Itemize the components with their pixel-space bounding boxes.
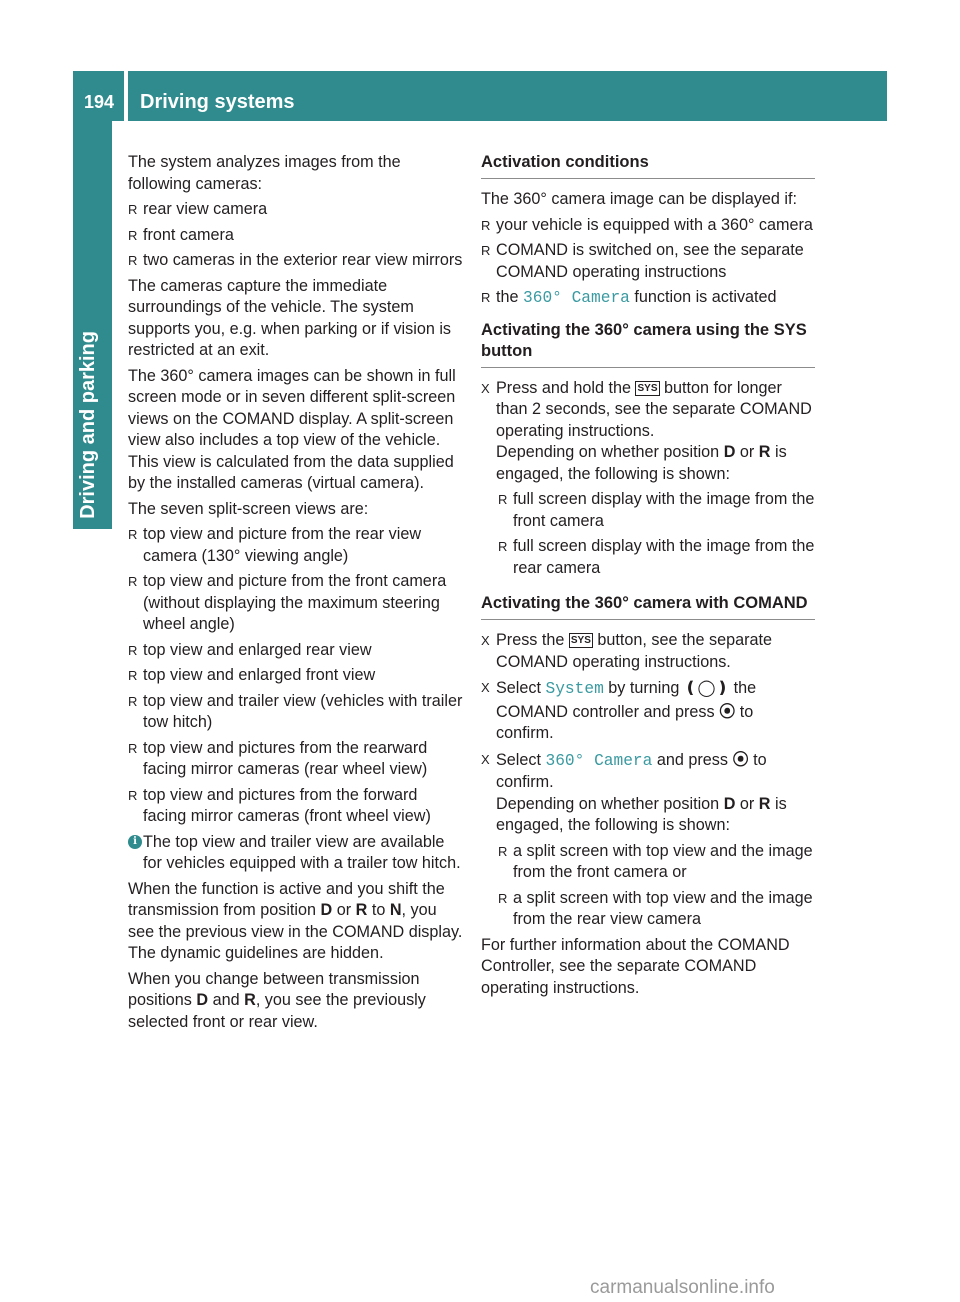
view-item: R top view and trailer view (vehicles with trailer tow hitch) [128,691,463,734]
step-item: X Press the SYS button, see the separate COMAND operating instructions. [481,630,815,673]
sys-button-icon: SYS [637,382,658,394]
sub-item: R a split screen with top view and the image from the rear view camera [498,888,815,931]
step-item: X Select 360° Camera and press ⦿ to confirm. Depending on whether position D or R is engaged, the following is shown: [481,749,815,837]
camera-item: R two cameras in the exterior rear view mirrors [128,250,463,272]
sub-item: R full screen display with the image from the front camera [498,489,815,532]
display-text: 360° Camera [523,289,630,307]
paragraph: When you change between transmission positions D and R, you see the previously selected front or rear view. [128,969,426,1031]
camera-item: R front camera [128,225,463,247]
controller-turn-icon: ❪◯❫ [683,678,730,697]
paragraph: The cameras capture the immediate surroundings of the vehicle. The system supports you, e.g. when parking or if vision is restricted at an exit. [128,276,452,359]
view-item: R top view and pictures from the rearward facing mirror cameras (rear wheel view) [128,738,463,781]
spacer [481,583,815,589]
spacer [481,314,815,316]
left-column [128,152,463,1037]
sub-item: R full screen display with the image from the rear camera [498,536,815,579]
paragraph: The seven split-screen views are: [128,499,369,518]
camera-item: R rear view camera [128,199,463,221]
paragraph: The 360° camera images can be shown in full screen mode or in seven different split-screen views on the COMAND display. A split-screen view also includes a top view of the vehicle. This view is calculated from the data supplied by the installed cameras (virtual camera). [128,366,456,492]
header-divider [124,71,128,121]
controller-press-icon: ⦿ [719,701,736,721]
watermark: carmanualsonline.info [590,1277,775,1298]
paragraph: The 360° camera image can be displayed if: [481,190,798,208]
controller-press-icon: ⦿ [732,749,749,769]
section-title: Driving systems [140,91,295,113]
condition-item: R COMAND is switched on, see the separate COMAND operating instructions [481,240,815,283]
view-item: R top view and enlarged front view [128,665,463,687]
sub-item: R a split screen with top view and the image from the front camera or [498,841,815,884]
intro-paragraph: The system analyzes images from the following cameras: [128,153,401,193]
heading-activation-conditions: Activation conditions [481,152,815,179]
sys-button-icon: SYS [570,635,591,646]
step-item: X Select System by turning ❪◯❫ the COMAND controller and press ⦿ to confirm. [481,677,815,745]
step-item: X Press and hold the SYS button for longer than 2 seconds, see the separate COMAND operating instructions. Depending on whether position D or R is engaged, the following is shown: [481,378,815,486]
side-tab [73,121,112,529]
heading-comand: Activating the 360° camera with COMAND [481,593,815,620]
info-text: The top view and trailer view are available for vehicles equipped with a trailer tow hitch. [143,832,461,872]
paragraph: When the function is active and you shift the transmission from position D or R to N, you see the previous view in the COMAND display. The dynamic guidelines are hidden. [128,879,463,962]
paragraph: For further information about the COMAND Controller, see the separate COMAND operating instructions. [481,935,790,997]
condition-item: R your vehicle is equipped with a 360° camera [481,215,815,237]
right-column [481,152,815,1003]
display-text: 360° Camera [545,751,653,770]
heading-sys-button: Activating the 360° camera using the SYS button [481,320,815,368]
condition-item: R the 360° Camera function is activated [481,287,815,310]
view-item: R top view and picture from the front camera (without displaying the maximum steering wheel angle) [128,571,463,636]
view-item: R top view and picture from the rear view camera (130° viewing angle) [128,524,463,567]
page-number: 194 [84,92,115,112]
side-tab-label: Driving and parking [77,331,99,519]
view-item: R top view and enlarged rear view [128,640,463,662]
view-item: R top view and pictures from the forward facing mirror cameras (front wheel view) [128,785,463,828]
display-text: System [545,680,604,698]
info-icon: i [128,835,142,849]
info-note [128,832,463,875]
